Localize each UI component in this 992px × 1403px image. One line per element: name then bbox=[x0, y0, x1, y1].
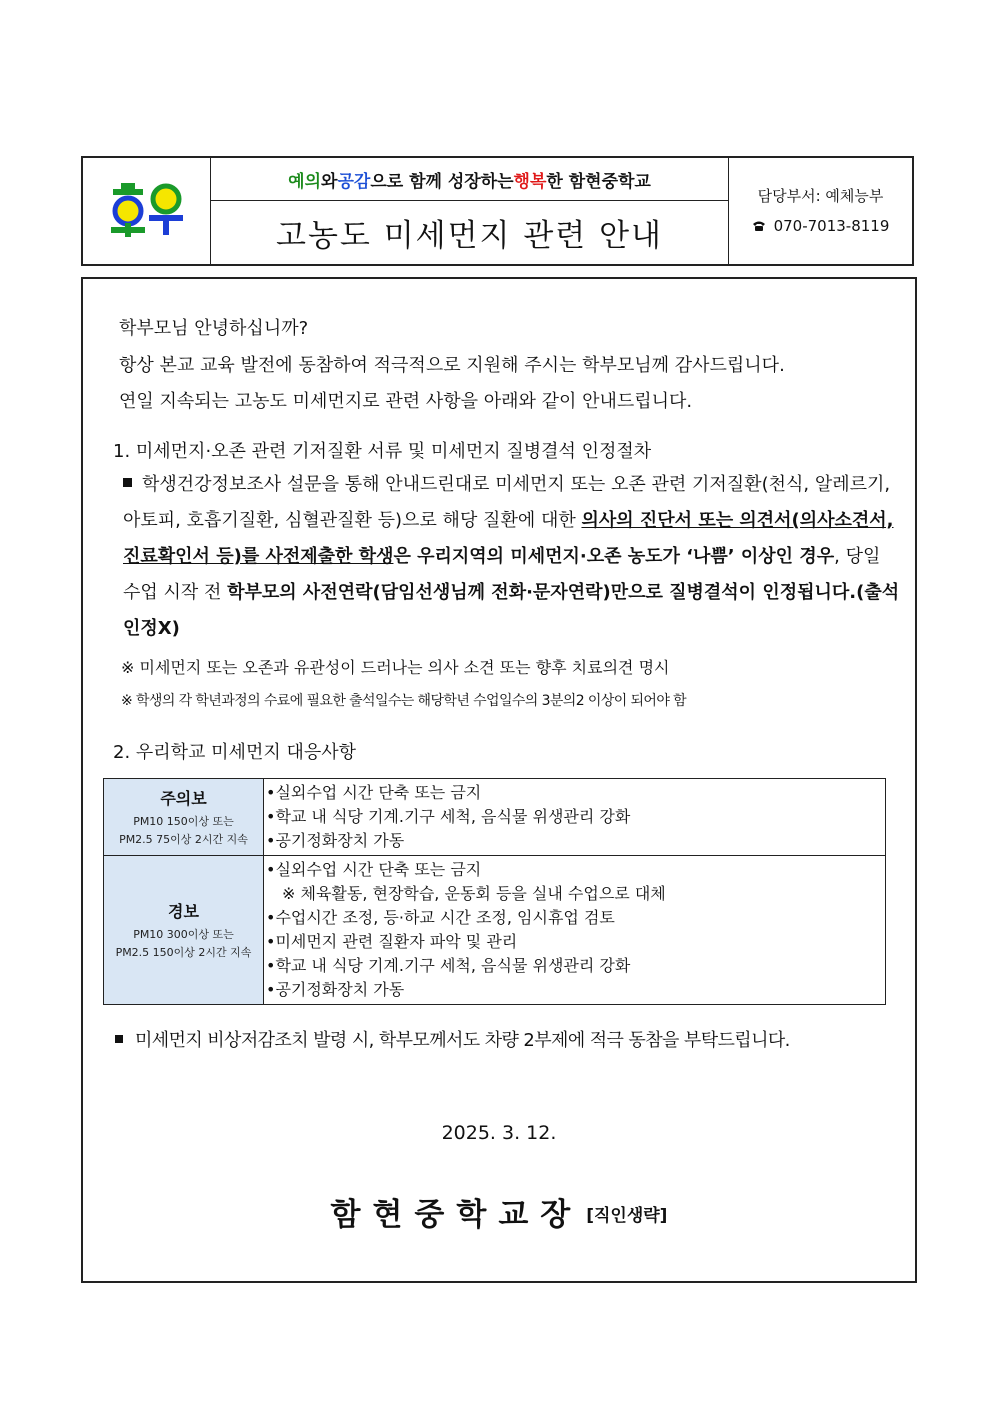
section-2-title: 2. 우리학교 미세먼지 대응사항 bbox=[113, 742, 356, 763]
action-item: •실외수업 시간 단축 또는 금지 bbox=[266, 860, 482, 879]
actions-cell bbox=[264, 856, 886, 1005]
document-title: 고농도 미세먼지 관련 안내 bbox=[276, 218, 663, 254]
motto-text: 와 bbox=[321, 171, 338, 192]
level-condition: PM2.5 75이상 2시간 지속 bbox=[119, 832, 248, 846]
school-logo bbox=[83, 158, 211, 264]
motto-text: 으로 함께 성장하는 bbox=[370, 171, 514, 192]
school-motto bbox=[211, 158, 728, 201]
greeting-line-2: 항상 본교 교육 발전에 동참하여 적극적으로 지원해 주시는 학부모님께 감사드립니다. bbox=[119, 355, 785, 376]
para-emphasis-condition: 우리지역의 미세먼지·오존 농도가 ‘나쁨’ 이상인 경우 bbox=[417, 546, 835, 567]
action-item: •공기정화장치 가동 bbox=[266, 980, 405, 999]
motto-text: 한 함현중학교 bbox=[546, 171, 651, 192]
action-item: •수업시간 조정, 등·하교 시간 조정, 임시휴업 검토 bbox=[266, 908, 615, 927]
closing-text: 미세먼지 비상저감조치 발령 시, 학부모께서도 차량 2부제에 적극 동참을 부탁드립니다. bbox=[135, 1030, 790, 1051]
level-cell bbox=[104, 779, 264, 856]
motto-word-empathy: 공감 bbox=[337, 171, 371, 192]
square-bullet-icon bbox=[123, 478, 132, 487]
title-area bbox=[211, 158, 729, 264]
table-row bbox=[104, 779, 886, 856]
seal-omitted-note: [직인생략] bbox=[586, 1206, 668, 1226]
section-1-title: 1. 미세먼지·오존 관련 기저질환 서류 및 미세먼지 질병결석 인정절차 bbox=[113, 441, 652, 462]
para-emphasis-doctor-note: 의사의 진단서 또는 의견서(의사소견서, 진료확인서 등)를 사전제출한 학생 bbox=[123, 510, 894, 567]
level-name: 주의보 bbox=[160, 788, 207, 808]
level-name: 경보 bbox=[168, 901, 199, 921]
section-1-paragraph bbox=[123, 467, 903, 647]
document-header bbox=[81, 156, 914, 266]
level-condition: PM2.5 150이상 2시간 지속 bbox=[115, 945, 252, 959]
level-condition: PM10 300이상 또는 bbox=[133, 927, 234, 941]
action-item: •미세먼지 관련 질환자 파악 및 관리 bbox=[266, 932, 518, 951]
action-item: •공기정화장치 가동 bbox=[266, 831, 405, 850]
phone-number: 070-7013-8119 bbox=[773, 217, 890, 235]
actions-cell bbox=[264, 779, 886, 856]
motto-word-happiness: 행복 bbox=[513, 171, 547, 192]
telephone-icon bbox=[752, 220, 766, 232]
para-emphasis-procedure: 학부모의 사전연락(담임선생님께 전화·문자연락)만으로 질병결석이 인정됩니다.(출석인정X) bbox=[123, 582, 900, 639]
school-logo-icon bbox=[107, 183, 187, 239]
table-row bbox=[104, 856, 886, 1005]
note-1: ※ 미세먼지 또는 오존과 유관성이 드러나는 의사 소견 또는 향후 치료의견 명시 bbox=[121, 658, 670, 677]
department-info bbox=[729, 158, 912, 264]
closing-request bbox=[115, 1026, 790, 1052]
note-2: ※ 학생의 각 학년과정의 수료에 필요한 출석일수는 해당학년 수업일수의 3분의2 이상이 되어야 함 bbox=[121, 693, 687, 709]
response-table bbox=[103, 778, 886, 1005]
document-date: 2025. 3. 12. bbox=[441, 1122, 557, 1144]
level-cell bbox=[104, 856, 264, 1005]
square-bullet-icon bbox=[115, 1035, 123, 1043]
document-body bbox=[81, 277, 917, 1283]
motto-word-respect: 예의 bbox=[288, 171, 322, 192]
action-sub-note: ※ 체육활동, 현장학습, 운동회 등을 실내 수업으로 대체 bbox=[282, 884, 666, 903]
action-item: •실외수업 시간 단축 또는 금지 bbox=[266, 783, 482, 802]
phone-line bbox=[752, 211, 890, 241]
action-item: •학교 내 식당 기계.기구 세척, 음식물 위생관리 강화 bbox=[266, 956, 631, 975]
greeting-line-1: 학부모님 안녕하십니까? bbox=[119, 318, 309, 339]
para-text: , 당일 수업 시작 전 bbox=[123, 546, 881, 603]
greeting-line-3: 연일 지속되는 고농도 미세먼지로 관련 사항을 아래와 같이 안내드립니다. bbox=[119, 391, 693, 412]
level-condition: PM10 150이상 또는 bbox=[133, 814, 234, 828]
signer-name: 함현중학교장 bbox=[330, 1197, 583, 1233]
para-text: 학생건강정보조사 설문을 통해 안내드린대로 미세먼지 또는 오존 관련 기저질환(천식, 알레르기, 아토피, 호흡기질환, 심혈관질환 등)으로 해당 질환에 대한 bbox=[123, 474, 891, 531]
action-item: •학교 내 식당 기계.기구 세척, 음식물 위생관리 강화 bbox=[266, 807, 631, 826]
para-text: 은 bbox=[393, 546, 418, 567]
signer-block bbox=[83, 1189, 915, 1234]
department-name: 담당부서: 예체능부 bbox=[757, 187, 884, 205]
